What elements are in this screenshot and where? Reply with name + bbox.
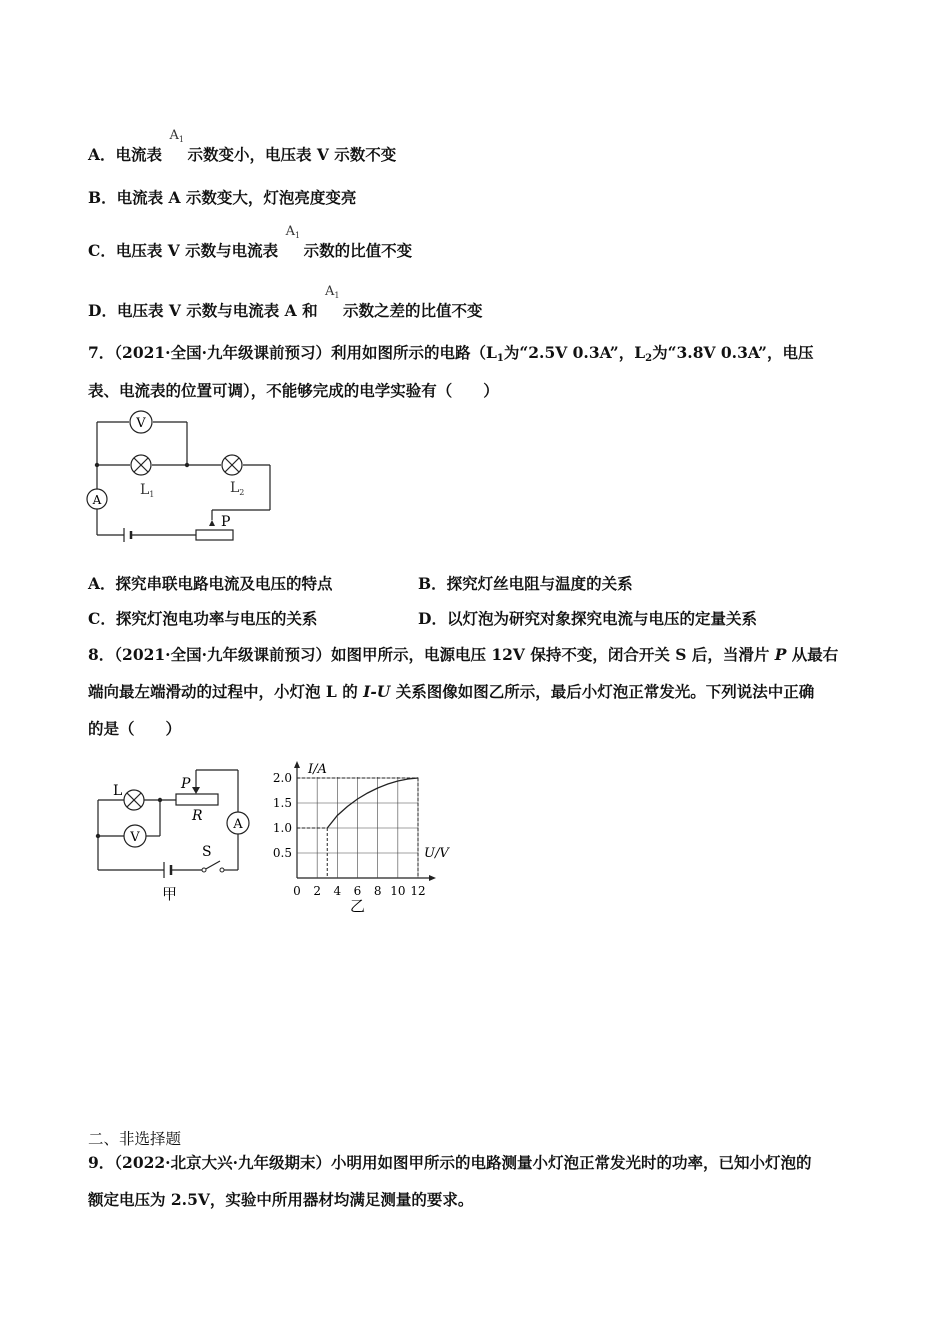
svg-text:L: L — [113, 783, 123, 799]
section-title: 二、非选择题 — [88, 1130, 182, 1148]
q7-option-c: C．探究灯泡电功率与电压的关系 — [88, 609, 318, 628]
q6-option-d: D．电压表 V 示数与电流表 A 和 $A_1$ 示数之差的比值不变 — [88, 284, 483, 320]
q7-stem-line2: 表、电流表的位置可调），不能够完成的电学实验有（ ） — [88, 381, 499, 400]
svg-text:V: V — [136, 416, 146, 431]
q9-stem-line2: 额定电压为 2.5V，实验中所用器材均满足测量的要求。 — [88, 1190, 474, 1209]
q8-stem-line2: 端向最左端滑动的过程中，小灯泡 L 的 I-U 关系图像如图乙所示，最后小灯泡正常发光。下列说法中正确 — [88, 682, 815, 701]
x-axis-label: U/V — [424, 846, 449, 861]
svg-text:P: P — [221, 514, 231, 530]
lamp-l-symbol — [124, 790, 144, 810]
svg-text:L1: $L_1$ — [140, 482, 155, 499]
x-tick-label: 0 — [293, 884, 301, 898]
q6-option-b: B．电流表 A 示数变大，灯泡亮度变亮 — [88, 188, 357, 207]
chart-caption: 乙 — [350, 897, 366, 915]
svg-text:V: V — [130, 830, 140, 845]
q7-option-d: D．以灯泡为研究对象探究电流与电压的定量关系 — [418, 609, 757, 628]
y-axis-label: I/A — [308, 762, 327, 777]
q8-stem-line1: 8．（2021·全国·九年级课前预习）如图甲所示，电源电压 12V 保持不变，闭合开关 S 后，当滑片 P 从最右 — [88, 645, 839, 664]
y-tick-label: 2.0 — [272, 771, 292, 785]
y-tick-label: 1.0 — [272, 821, 292, 835]
svg-text:P: P — [181, 776, 191, 792]
rheostat — [176, 794, 218, 805]
ammeter-a1-symbol: $A_1$ — [324, 284, 340, 300]
x-tick-label: 2 — [313, 884, 321, 898]
q7-option-b: B．探究灯丝电阻与温度的关系 — [418, 574, 633, 593]
rheostat — [196, 530, 233, 540]
q8-stem-line3: 的是（ ） — [88, 719, 182, 738]
q7-option-a: A．探究串联电路电流及电压的特点 — [88, 574, 333, 593]
svg-text:甲: 甲 — [162, 885, 178, 903]
x-tick-label: 6 — [353, 884, 362, 898]
y-axis-arrow — [294, 761, 300, 768]
svg-text:R: R — [192, 808, 203, 824]
q8-iu-graph-yi — [266, 755, 466, 920]
q6-option-c: C．电压表 V 示数与电流表 $A_1$ 示数的比值不变 — [88, 224, 413, 260]
svg-text:A: A — [233, 817, 243, 832]
lamp-l2-symbol — [222, 455, 242, 475]
svg-text:S: S — [202, 844, 212, 860]
q8-circuit-jia — [86, 760, 256, 910]
x-tick-label: 8 — [373, 884, 382, 898]
svg-text:A: A — [92, 493, 102, 507]
q7-circuit-diagram — [80, 402, 280, 552]
q6-option-a: A．电流表 $A_1$ 示数变小，电压表 V 示数不变 — [88, 128, 397, 164]
x-tick-label: 12 — [410, 884, 426, 898]
x-tick-label: 4 — [333, 884, 342, 898]
ammeter-a1-symbol: $A_1$ — [169, 128, 184, 144]
ammeter-a1-symbol: $A_1$ — [285, 224, 301, 240]
q9-stem-line1: 9．（2022·北京大兴·九年级期末）小明用如图甲所示的电路测量小灯泡正常发光时的功率，已知小灯泡的 — [88, 1153, 812, 1172]
q7-stem-line1: 7．（2021·全国·九年级课前预习）利用如图所示的电路（$L_1$为“2.5V 0.3A”，$L_2$为“3.8V 0.3A”，电压 — [88, 343, 814, 364]
x-axis-arrow — [429, 875, 436, 881]
lamp-l1-symbol — [131, 455, 151, 475]
svg-text:L2: $L_2$ — [230, 480, 245, 497]
y-tick-label: 1.5 — [272, 796, 292, 810]
x-tick-label: 10 — [390, 884, 406, 898]
y-tick-label: 0.5 — [272, 846, 292, 860]
